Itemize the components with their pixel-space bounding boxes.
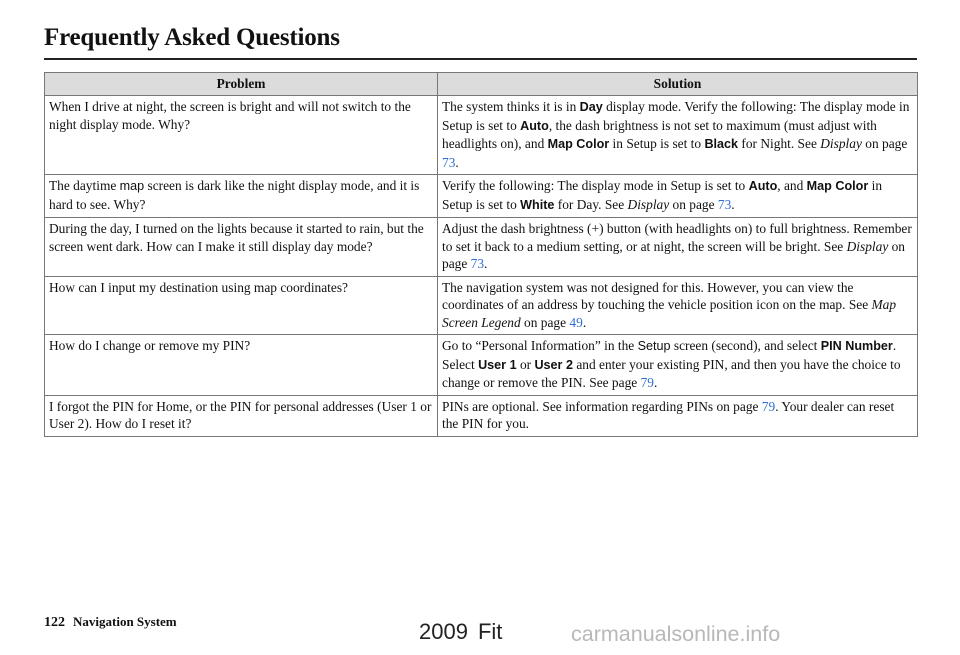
solution-text: The system thinks it is in	[442, 99, 580, 114]
page-link[interactable]: 79	[761, 398, 776, 414]
page-link[interactable]: 79	[640, 375, 654, 390]
ui-term: User 2	[534, 357, 573, 372]
title-rule	[44, 58, 917, 60]
ui-term: map	[119, 179, 145, 193]
solution-text: , and	[777, 178, 807, 193]
solution-text: for Night. See	[738, 136, 821, 151]
solution-cell	[438, 175, 918, 218]
solution-text: .	[653, 375, 658, 390]
solution-text: Adjust the dash brightness (+) button (with headlights on) to full brightness. Remember to set it back to a medium setting, or at night, the screen will be bright. See	[442, 221, 912, 254]
solution-text: on page	[520, 314, 570, 330]
solution-text: , the dash brightness is not set to maximum (must adjust with headlights on), and	[442, 117, 877, 151]
ui-term: Black	[704, 137, 739, 151]
ui-term: Auto	[520, 118, 549, 133]
solution-text: .	[455, 154, 459, 170]
page-link[interactable]: 73	[717, 196, 732, 212]
problem-text: When I drive at night, the screen is bright and will not switch to the night display mode. Why?	[49, 99, 411, 132]
solution-text: . Select	[442, 338, 897, 372]
ui-term: White	[520, 197, 555, 212]
footer-section: Navigation System	[73, 614, 177, 629]
problem-cell	[45, 96, 438, 175]
problem-text: How can I input my destination using map coordinates?	[49, 279, 348, 295]
section-ref: Map Screen Legend	[442, 297, 897, 330]
page-title: Frequently Asked Questions	[44, 24, 340, 51]
section-ref: Display	[627, 196, 670, 212]
problem-cell	[45, 335, 438, 396]
solution-text: screen (second), and select	[670, 338, 821, 353]
problem-text: The daytime	[49, 178, 120, 193]
ui-term: User 1	[478, 357, 517, 372]
ui-term: Auto	[748, 179, 778, 193]
solution-cell	[438, 276, 918, 335]
ui-term: Setup	[637, 339, 671, 353]
solution-cell	[438, 335, 918, 396]
solution-text: in Setup is set to	[609, 136, 705, 151]
solution-text: PINs are optional. See information regarding PINs on page	[442, 398, 762, 414]
solution-text: . Your dealer can reset the PIN for you.	[442, 398, 895, 431]
page-number: 122	[44, 615, 65, 630]
page-link[interactable]: 49	[569, 314, 583, 330]
solution-text: Go to “Personal Information” in the	[442, 338, 638, 353]
problem-cell	[45, 175, 438, 218]
solution-text: .	[731, 196, 735, 212]
solution-text: on page	[442, 238, 906, 271]
solution-text: or	[516, 356, 535, 372]
header-problem: Problem	[45, 73, 438, 96]
solution-text: Verify the following: The display mode in Setup is set to	[442, 178, 749, 193]
ui-term: Map Color	[806, 179, 869, 193]
table-row	[45, 335, 918, 396]
problem-text: screen is dark like the night display mode, and it is hard to see. Why?	[49, 178, 420, 212]
watermark-model: Fit	[477, 619, 503, 644]
table-row	[45, 395, 918, 436]
solution-text: display mode. Verify the following: The display mode in Setup is set to	[442, 99, 910, 133]
page-link[interactable]: 73	[442, 154, 456, 170]
solution-text: in Setup is set to	[442, 178, 883, 212]
solution-cell	[438, 395, 918, 436]
solution-text: The navigation system was not designed for this. However, you can view the coordinates of an address by touching the vehicle position icon on the map. See	[442, 279, 872, 312]
solution-text: .	[582, 314, 587, 330]
watermark-year: 2009	[419, 619, 468, 644]
page-link[interactable]: 73	[470, 256, 485, 271]
section-ref: Display	[846, 238, 889, 254]
table-row	[45, 276, 918, 335]
ui-term: Day	[579, 100, 603, 114]
table-header-row	[45, 73, 918, 96]
problem-text: During the day, I turned on the lights because it started to rain, but the screen went dark. How can I make it still display day mode?	[49, 221, 424, 254]
header-solution: Solution	[438, 73, 918, 96]
solution-text: for Day. See	[554, 196, 628, 212]
problem-text: How do I change or remove my PIN?	[49, 338, 251, 353]
faq-table	[44, 72, 918, 437]
solution-text: and enter your existing PIN, and then you have the choice to change or remove the PIN. See page	[442, 356, 901, 390]
table-row	[45, 218, 918, 277]
solution-text: .	[484, 256, 488, 271]
faq-table-body	[45, 96, 918, 437]
problem-cell	[45, 395, 438, 436]
problem-text: I forgot the PIN for Home, or the PIN for personal addresses (User 1 or User 2). How do I reset it?	[49, 398, 432, 431]
site-watermark: carmanualsonline.info	[571, 622, 781, 646]
section-ref: Display	[820, 136, 862, 151]
solution-text: on page	[669, 196, 718, 212]
solution-text: on page	[861, 136, 908, 151]
ui-term: Map Color	[547, 137, 610, 151]
model-watermark	[419, 619, 502, 645]
ui-term: PIN Number	[820, 339, 893, 353]
solution-cell	[438, 96, 918, 175]
table-row	[45, 96, 918, 175]
page-footer	[44, 614, 177, 631]
table-row	[45, 175, 918, 218]
problem-cell	[45, 218, 438, 277]
problem-cell	[45, 276, 438, 335]
solution-cell	[438, 218, 918, 277]
